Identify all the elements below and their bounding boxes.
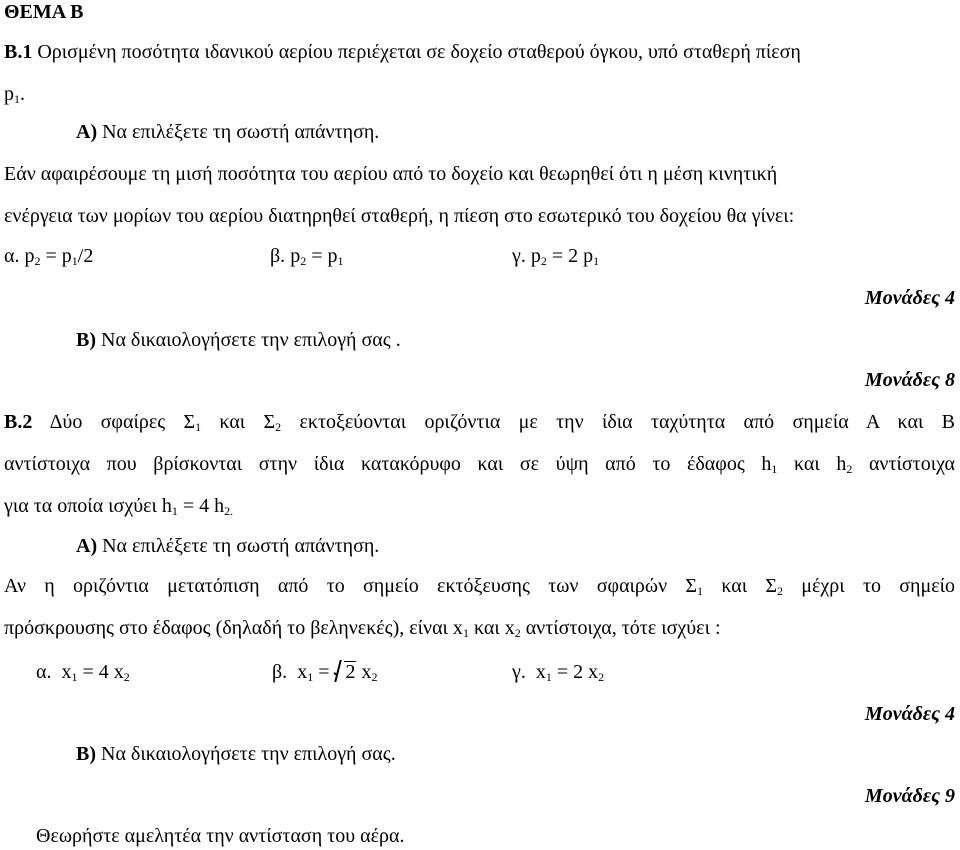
b2-units-b: Μονάδες 9 — [864, 785, 955, 807]
b2-option-b: β. $x_1$ = 2 $x_2$ — [272, 661, 378, 684]
b2-intro-line1: Β.2 Δύο σφαίρες $\Sigma_1$ και $\Sigma_2$ εκτοξεύονται οριζόντια με την ίδια ταχύτητα από σημεία Α και Β — [4, 411, 955, 434]
b2-option-c: γ. $x_1 = 2$ $x_2$ — [512, 661, 605, 684]
b1-intro-line1 — [4, 40, 960, 64]
b2-part-b-instruction: Β) Να δικαιολογήσετε την επιλογή σας. — [76, 743, 396, 765]
b1-units-b: Μονάδες 8 — [864, 369, 955, 391]
b2-intro-line2: αντίστοιχα που βρίσκονται στην ίδια κατακόρυφο και σε ύψη από το έδαφος $h_1$ και $h_2$ αντίστοιχα — [4, 453, 956, 476]
b1-label: Β.1 — [4, 41, 33, 63]
b2-note: Θεωρήστε αμελητέα την αντίσταση του αέρα. — [36, 825, 405, 847]
b1-option-b: β. $p_2 = p_1$ — [270, 245, 344, 268]
b1-question-line1: Εάν αφαιρέσουμε τη μισή ποσότητα του αερίου από το δοχείο και θεωρηθεί ότι η μέση κινητική — [4, 163, 778, 185]
b1-part-b-instruction: Β) Να δικαιολογήσετε την επιλογή σας . — [76, 329, 401, 351]
b1-option-c: γ. $p_2 = 2$ $p_1$ — [512, 245, 600, 268]
b2-option-a: α. $x_1 = 4$ $x_2$ — [36, 661, 130, 684]
b2-units-a: Μονάδες 4 — [864, 703, 955, 725]
b2-part-a-instruction: Α) Να επιλέξετε τη σωστή απάντηση. — [76, 535, 380, 557]
section-title: ΘΕΜΑ Β — [4, 1, 84, 23]
b1-units-a: Μονάδες 4 — [864, 287, 955, 309]
b1-intro-line2: $p_1$. — [4, 83, 25, 106]
square-root-symbol: 2 — [334, 660, 356, 684]
b1-intro-text: Ορισμένη ποσότητα ιδανικού αερίου περιέχεται σε δοχείο σταθερού όγκου, υπό σταθερή πίεση — [37, 41, 801, 63]
b1-question-line2: ενέργεια των μορίων του αερίου διατηρηθεί σταθερή, η πίεση στο εσωτερικό του δοχείου θα γίνει: — [4, 205, 795, 227]
b1-part-a-instruction: Α) Να επιλέξετε τη σωστή απάντηση. — [76, 121, 380, 143]
b2-question-line2: πρόσκρουσης στο έδαφος (δηλαδή το βεληνεκές), είναι $x_1$ και $x_2$ αντίστοιχα, τότε ισχύει : — [4, 617, 721, 640]
b2-question-line1: Αν η οριζόντια μετατόπιση από το σημείο εκτόξευσης των σφαιρών $\Sigma_1$ και $\Sigma_2$ μέχρι το σημείο — [4, 575, 956, 598]
b1-option-a: α. $p_2 = p_1/2$ — [4, 245, 94, 268]
b2-intro-line3: για τα οποία ισχύει $h_1 = 4$ $h_{2.}$ — [4, 495, 234, 518]
